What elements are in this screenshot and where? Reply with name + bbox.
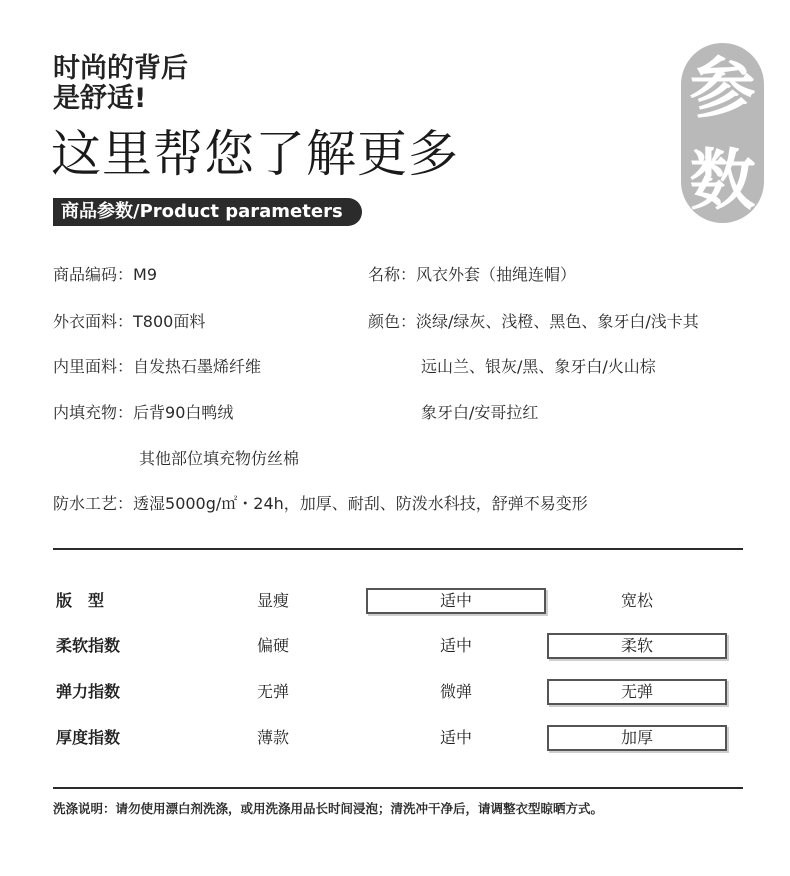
rating-label: 版 型 [56, 591, 105, 610]
spec-outer-label: 外衣面料： [53, 312, 134, 331]
rating-option: 薄款 [256, 728, 289, 747]
rating-option: 显瘦 [256, 591, 289, 610]
rating-option: 微弹 [439, 682, 472, 701]
section-pill: 商品参数/Product parameters [53, 198, 362, 226]
spec-craft-label: 防水工艺： [53, 494, 134, 513]
seal-char-2: 数 [689, 142, 756, 219]
spec-filling-value: 后背90白鸭绒 [133, 403, 234, 422]
rating-option: 柔软 [620, 636, 653, 655]
rating-option: 宽松 [620, 591, 653, 610]
spec-color [368, 311, 699, 333]
spec-code-value: M9 [133, 265, 157, 284]
rating-option: 加厚 [620, 728, 653, 747]
spec-filling-value2: 其他部位填充物仿丝棉 [139, 449, 300, 468]
seal-char-1: 参 [689, 50, 756, 127]
spec-name-value: 风衣外套（抽绳连帽） [416, 265, 577, 284]
spec-filling [53, 402, 233, 424]
spec-lining-value: 自发热石墨烯纤维 [133, 357, 262, 376]
params-seal [681, 43, 764, 223]
care-note: 洗涤说明：请勿使用漂白剂洗涤，或用洗涤用品长时间浸泡；清洗冲干净后，请调整衣型晾晒方式。 [53, 801, 604, 816]
rating-option: 无弹 [256, 682, 289, 701]
rating-option: 适中 [439, 728, 472, 747]
tagline-line1: 时尚的背后 [53, 53, 188, 84]
spec-code [53, 264, 157, 286]
rating-option: 适中 [439, 636, 472, 655]
spec-lining [53, 356, 261, 378]
rating-label: 厚度指数 [56, 728, 121, 747]
spec-color-value: 淡绿/绿灰、浅橙、黑色、象牙白/浅卡其 [416, 312, 699, 331]
rating-option: 偏硬 [256, 636, 289, 655]
spec-outer [53, 311, 205, 333]
rating-label: 弹力指数 [56, 682, 121, 701]
rating-label: 柔软指数 [56, 636, 121, 655]
spec-color-value3: 象牙白/安哥拉红 [421, 403, 539, 422]
headline: 这里帮您了解更多 [51, 125, 459, 183]
rating-option: 适中 [439, 591, 472, 610]
spec-lining-label: 内里面料： [53, 357, 134, 376]
divider-bottom [53, 787, 743, 789]
tagline-line2: 是舒适! [53, 83, 147, 114]
spec-craft [53, 493, 588, 515]
spec-name [368, 264, 576, 286]
divider-top [53, 548, 743, 550]
spec-color-label: 颜色： [368, 312, 417, 331]
spec-name-label: 名称： [368, 265, 417, 284]
spec-craft-value: 透湿5000g/㎡・24h，加厚、耐刮、防泼水科技，舒弹不易变形 [133, 494, 588, 513]
spec-filling-label: 内填充物： [53, 403, 134, 422]
spec-outer-value: T800面料 [133, 312, 206, 331]
rating-option: 无弹 [620, 682, 653, 701]
spec-code-label: 商品编码： [53, 265, 134, 284]
spec-color-value2: 远山兰、银灰/黑、象牙白/火山棕 [421, 357, 656, 376]
